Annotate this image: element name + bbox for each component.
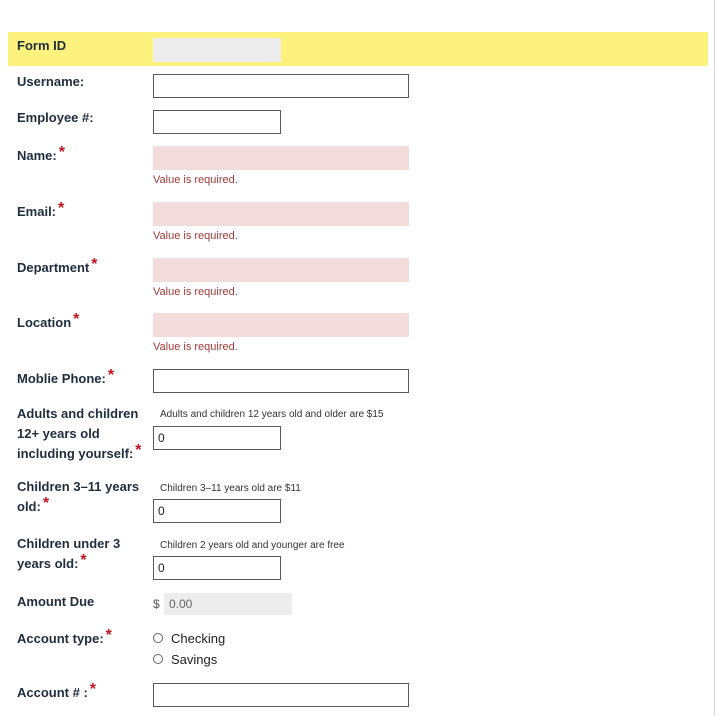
- radio-checking[interactable]: [153, 628, 225, 648]
- email-label: Email: *: [17, 200, 65, 219]
- required-marker: *: [91, 256, 98, 273]
- radio-savings-label: Savings: [171, 651, 218, 667]
- department-input[interactable]: [153, 258, 409, 282]
- children-under-3-input[interactable]: [153, 556, 281, 580]
- required-marker: *: [107, 367, 115, 384]
- mobile-phone-input[interactable]: [153, 369, 409, 393]
- username-label: Username:: [17, 74, 85, 89]
- location-input[interactable]: [153, 313, 409, 337]
- required-marker: *: [58, 144, 65, 161]
- required-marker: *: [89, 681, 97, 698]
- adults-label: Adults and children 12+ years old including yourself: *: [17, 406, 142, 461]
- adults-help: Adults and children 12 years old and older are $15: [160, 409, 384, 420]
- account-type-label: Account type: *: [17, 627, 112, 646]
- required-marker: *: [73, 311, 80, 328]
- required-marker: *: [80, 552, 87, 569]
- currency-symbol: $: [153, 597, 160, 611]
- employee-label: Employee #:: [17, 110, 94, 125]
- name-error: Value is required.: [153, 174, 238, 186]
- location-error: Value is required.: [153, 341, 238, 353]
- adults-input[interactable]: [153, 426, 281, 450]
- department-label: Department *: [17, 256, 98, 275]
- radio-savings[interactable]: [153, 649, 217, 669]
- radio-circle-icon[interactable]: [153, 654, 163, 664]
- department-error: Value is required.: [153, 286, 238, 298]
- required-marker: *: [42, 495, 50, 512]
- name-input[interactable]: [153, 146, 409, 170]
- name-label: Name: *: [17, 144, 65, 163]
- children-3-11-help: Children 3–11 years old are $11: [160, 483, 301, 494]
- amount-due-label: Amount Due: [17, 594, 95, 609]
- radio-circle-icon[interactable]: [153, 633, 163, 643]
- required-marker: *: [105, 627, 112, 644]
- account-number-input[interactable]: [153, 683, 409, 707]
- mobile-phone-label: Moblie Phone: *: [17, 367, 115, 386]
- form-id-label: Form ID: [17, 38, 67, 53]
- radio-checking-label: Checking: [171, 630, 226, 646]
- location-label: Location *: [17, 311, 80, 330]
- children-3-11-label: Children 3–11 years old: *: [17, 479, 140, 514]
- account-number-label: Account # : *: [17, 681, 97, 700]
- required-marker: *: [135, 442, 142, 459]
- employee-input[interactable]: [153, 110, 281, 134]
- children-under-3-help: Children 2 years old and younger are free: [160, 540, 345, 551]
- page-right-border: [714, 0, 715, 716]
- children-under-3-label: Children under 3 years old: *: [17, 536, 121, 571]
- username-input[interactable]: [153, 74, 409, 98]
- children-3-11-input[interactable]: [153, 499, 281, 523]
- required-marker: *: [58, 200, 65, 217]
- email-input[interactable]: [153, 202, 409, 226]
- email-error: Value is required.: [153, 230, 238, 242]
- amount-due-input: [164, 593, 292, 615]
- form-id-input: [153, 38, 281, 62]
